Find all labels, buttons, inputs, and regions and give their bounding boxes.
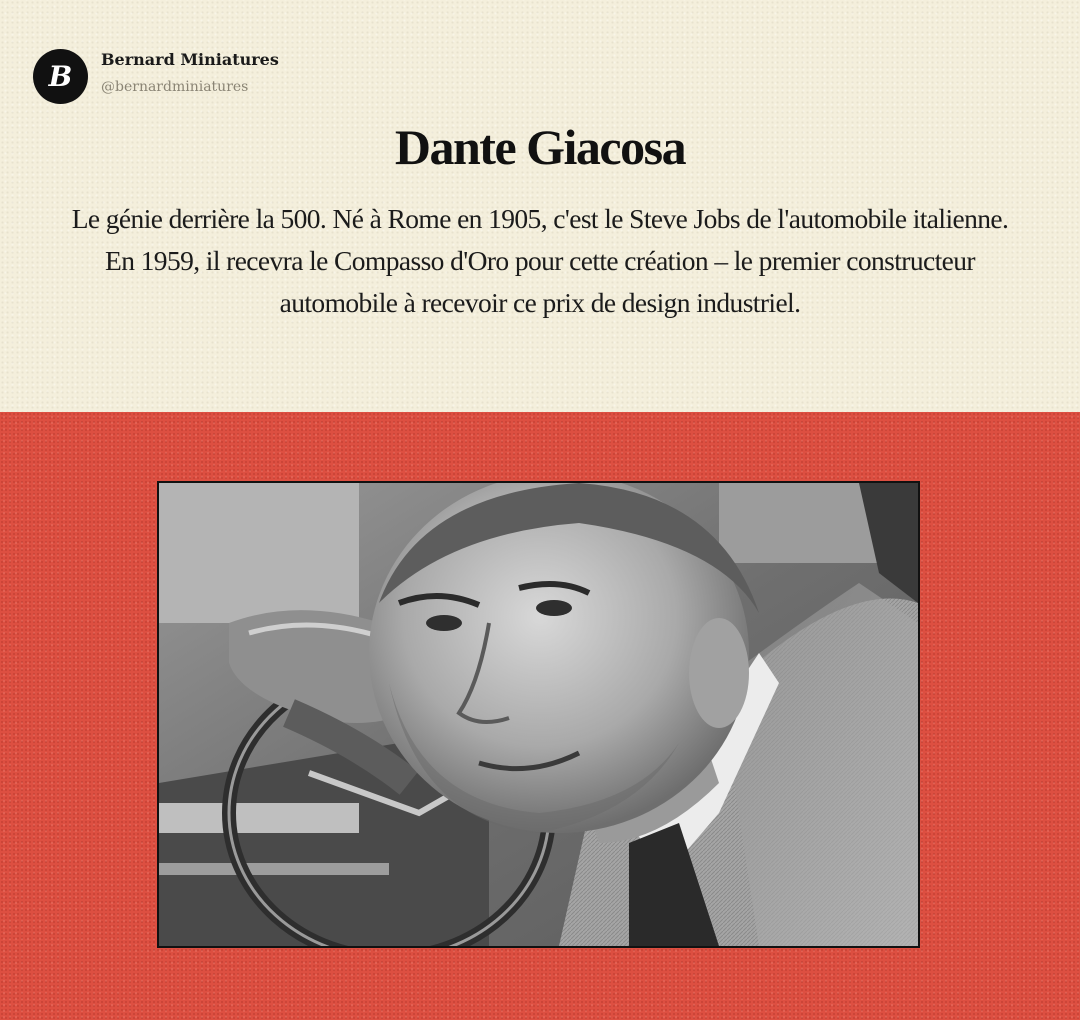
portrait-photo [157, 481, 920, 948]
account-handle[interactable]: @bernardminiatures [101, 79, 249, 95]
post-description: Le génie derrière la 500. Né à Rome en 1905, c'est le Steve Jobs de l'automobile italienne. En 1959, il recevra le Compasso d'Oro pour cette création – le premier constructeur automobile à recevoir ce prix de design industriel. [71, 203, 1009, 318]
portrait-illustration [159, 483, 918, 946]
avatar[interactable]: B [33, 49, 88, 104]
account-name[interactable]: Bernard Miniatures [101, 50, 279, 69]
post-title: Dante Giacosa [394, 119, 686, 175]
